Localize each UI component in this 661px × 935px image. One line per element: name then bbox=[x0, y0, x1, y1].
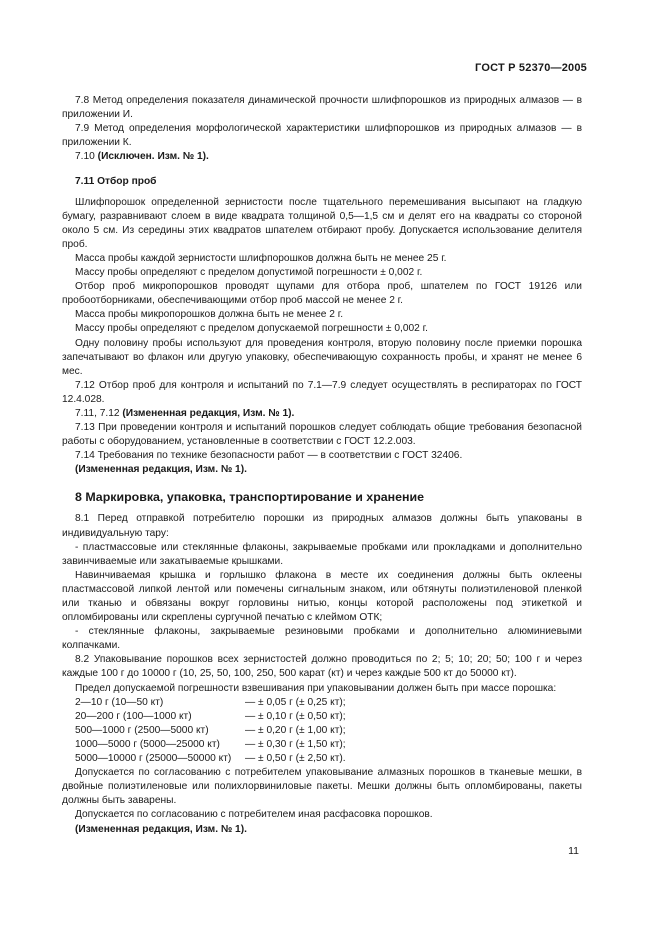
paragraph-micropowder-mass: Масса пробы микропорошков должна быть не менее 2 г. bbox=[75, 309, 344, 321]
paragraph-7-12: 7.12 Отбор проб для контроля и испытаний по 7.1—7.9 следует осуществлять в респираторах по ГОСТ 12.4.028. bbox=[62, 379, 582, 405]
paragraph-8-2: 8.2 Упаковывание порошков всех зернистостей должно проводиться по 2; 5; 10; 20; 50; 100 г и через каждые 100 г до 10000 г (10, 25, 50, 100, 250, 500 карат (кт) и через каждые 500 кт до 50000 кт). bbox=[62, 654, 582, 680]
paragraph-sample-mass: Масса пробы каждой зернистости шлифпорошков должна быть не менее 25 г. bbox=[75, 252, 447, 264]
paragraph-sample-tolerance: Массу пробы определяют с пределом допустимой погрешности ± 0,002 г. bbox=[75, 267, 423, 279]
page-number: 11 bbox=[568, 845, 579, 857]
mass-range-cell: 20—200 г (100—1000 кт) bbox=[75, 710, 192, 722]
tolerance-cell: — ± 0,50 г (± 2,50 кт). bbox=[245, 753, 346, 765]
mass-range-cell: 2—10 г (10—50 кт) bbox=[75, 696, 164, 708]
paragraph-7-9: 7.9 Метод определения морфологической характеристики шлифпорошков из природных алмазов — в приложении К. bbox=[62, 123, 582, 149]
paragraph-bag-packing: Допускается по согласованию с потребителем упаковывание алмазных порошков в тканевые мешки, в двойные полиэтиленовые или полихлорвиниловые пакеты. Мешки должны быть опломбированы, пакеты должны быть заварены. bbox=[62, 767, 582, 807]
paragraph-7-14: 7.14 Требования по технике безопасности работ — в соответствии с ГОСТ 32406. bbox=[75, 450, 463, 462]
tolerance-cell: — ± 0,10 г (± 0,50 кт); bbox=[245, 710, 346, 722]
amendment-note: (Измененная редакция, Изм. № 1). bbox=[122, 407, 295, 419]
clause-number: 7.10 bbox=[75, 151, 98, 163]
paragraph-other-packing: Допускается по согласованию с потребителем иная расфасовка порошков. bbox=[75, 809, 433, 821]
paragraph-7-8: 7.8 Метод определения показателя динамической прочности шлифпорошков из природных алмазов — в приложении И. bbox=[62, 95, 582, 121]
mass-range-cell: 500—1000 г (2500—5000 кт) bbox=[75, 724, 209, 736]
tolerance-cell: — ± 0,30 г (± 1,50 кт); bbox=[245, 738, 346, 750]
paragraph-cap-sealing: Навинчиваемая крышка и горлышко флакона в месте их соединения должны быть оклеены пластмассовой липкой лентой или помечены сигнальным знаком, или обтянуты полиэтиленовой пленкой или тканью и обвязаны вокруг горловины нитью, концы которой расположены под этикеткой и опломбированы или скреплены сургучной печатью с клеймом ОТК; bbox=[62, 569, 582, 624]
table-row bbox=[75, 710, 346, 724]
paragraph-micropowder-tolerance: Массу пробы определяют с пределом допускаемой погрешности ± 0,002 г. bbox=[75, 323, 428, 335]
list-item-glass-flasks: - стеклянные флаконы, закрываемые резиновыми пробками и дополнительно алюминиевыми колпачками. bbox=[62, 626, 582, 652]
amendment-note-7-14: (Измененная редакция, Изм. № 1). bbox=[75, 464, 247, 476]
clause-numbers: 7.11, 7.12 bbox=[75, 407, 123, 419]
paragraph-7-13: 7.13 При проведении контроля и испытаний порошков следует соблюдать общие требования безопасной работы с оборудованием, установленные в соответствии с ГОСТ 12.2.003. bbox=[62, 422, 582, 448]
table-row bbox=[75, 752, 346, 766]
list-item-plastic-flasks: - пластмассовые или стеклянные флаконы, закрываемые пробками или прокладками и дополнительно завинчиваемые или закатываемые крышками. bbox=[62, 541, 582, 567]
paragraph-weighing-tolerance: Предел допускаемой погрешности взвешивания при упаковывании должен быть при массе порошка: bbox=[75, 682, 557, 694]
amendment-note-section-8: (Измененная редакция, Изм. № 1). bbox=[75, 823, 247, 835]
tolerance-table bbox=[75, 696, 346, 766]
amendment-note: (Исключен. Изм. № 1). bbox=[97, 151, 209, 163]
subsection-heading-7-11: 7.11 Отбор проб bbox=[75, 176, 157, 188]
tolerance-cell: — ± 0,05 г (± 0,25 кт); bbox=[245, 696, 346, 708]
paragraph-sampling-procedure: Шлифпорошок определенной зернистости после тщательного перемешивания высыпают на гладкую бумагу, разравнивают слоем в виде квадрата толщиной 0,5—1,5 см и делят его на квадраты со стороной около 5 см. Из середины этих квадратов шпателем отбирают пробу. Допускается использование делителя проб. bbox=[62, 196, 582, 250]
document-body bbox=[62, 94, 582, 837]
section-heading-8: 8 Маркировка, упаковка, транспортирование и хранение bbox=[75, 490, 425, 505]
paragraph-7-10 bbox=[62, 150, 582, 164]
table-row bbox=[75, 696, 346, 710]
paragraph-sample-storage: Одну половину пробы используют для проведения контроля, вторую половину после приемки порошка запечатывают во флакон или другую упаковку, обеспечивающую сохранность пробы, и хранят не менее 6 мес. bbox=[62, 337, 582, 377]
paragraph-micropowder-sampling: Отбор проб микропорошков проводят щупами для отбора проб, шпателем по ГОСТ 19126 или пробоотборниками, обеспечивающими отбор проб массой не менее 2 г. bbox=[62, 281, 582, 307]
mass-range-cell: 5000—10000 г (25000—50000 кт) bbox=[75, 753, 232, 765]
table-row bbox=[75, 738, 346, 752]
standard-code-header: ГОСТ Р 52370—2005 bbox=[475, 62, 587, 74]
paragraph-7-11-7-12-amendment bbox=[62, 407, 582, 421]
mass-range-cell: 1000—5000 г (5000—25000 кт) bbox=[75, 738, 220, 750]
table-row bbox=[75, 724, 346, 738]
tolerance-cell: — ± 0,20 г (± 1,00 кт); bbox=[245, 724, 346, 736]
paragraph-8-1: 8.1 Перед отправкой потребителю порошки из природных алмазов должны быть упакованы в индивидуальную тару: bbox=[62, 513, 582, 539]
